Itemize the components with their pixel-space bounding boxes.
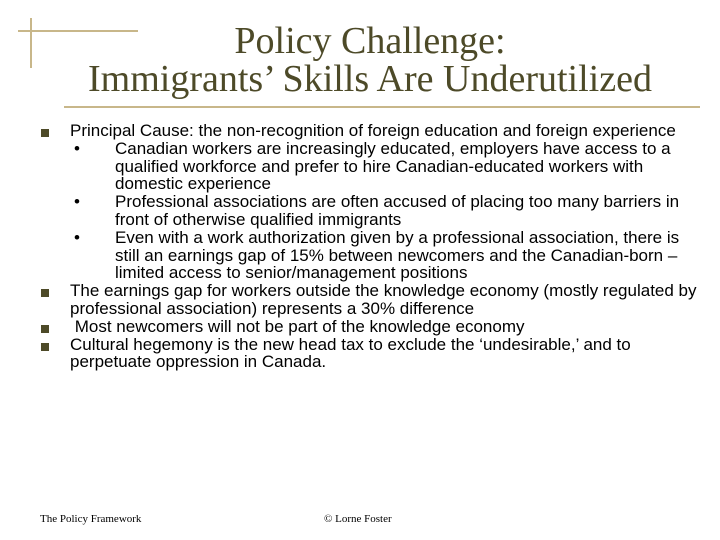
square-bullet-icon xyxy=(41,343,49,351)
bullet-text: The earnings gap for workers outside the knowledge economy (mostly regulated by professional association) represents a 30% difference xyxy=(70,281,697,318)
bullet-item xyxy=(40,318,700,336)
sub-bullet-item xyxy=(70,193,700,229)
dot-bullet-icon: • xyxy=(74,138,80,158)
slide-title xyxy=(40,22,700,98)
sub-bullet-text: Even with a work authorization given by a professional association, there is still an earnings gap of 15% between newcomers and the Canadian-born – limited access to senior/management positions xyxy=(115,227,680,283)
bullet-item xyxy=(40,336,700,372)
bullet-text: Cultural hegemony is the new head tax to exclude the ‘undesirable,’ and to perpetuate oppression in Canada. xyxy=(70,334,631,372)
sub-bullet-text: Canadian workers are increasingly educated, employers have access to a qualified workforce and prefer to hire Canadian-educated workers with domestic experience xyxy=(115,138,671,194)
bullet-text: Principal Cause: the non-recognition of foreign education and foreign experience xyxy=(70,121,676,140)
square-bullet-icon xyxy=(41,289,49,297)
bullet-item xyxy=(40,122,700,140)
dot-bullet-icon: • xyxy=(74,227,80,247)
bullet-item xyxy=(40,282,700,318)
square-bullet-icon xyxy=(41,325,49,333)
slide-body xyxy=(40,122,700,371)
title-line-2: Immigrants’ Skills Are Underutilized xyxy=(88,58,652,100)
title-underline xyxy=(64,106,700,108)
title-line-1: Policy Challenge: xyxy=(234,20,506,62)
square-bullet-icon xyxy=(41,129,49,137)
sub-bullet-item xyxy=(70,229,700,282)
sub-bullet-text: Professional associations are often accused of placing too many barriers in front of otherwise qualified immigrants xyxy=(115,192,680,229)
footer-right-text: © Lorne Foster xyxy=(324,513,392,525)
bullet-text: Most newcomers will not be part of the knowledge economy xyxy=(70,316,525,336)
sub-bullet-item xyxy=(70,140,700,193)
dot-bullet-icon: • xyxy=(74,192,80,212)
footer-left-text: The Policy Framework xyxy=(40,513,142,525)
frame-left-line xyxy=(30,18,32,68)
